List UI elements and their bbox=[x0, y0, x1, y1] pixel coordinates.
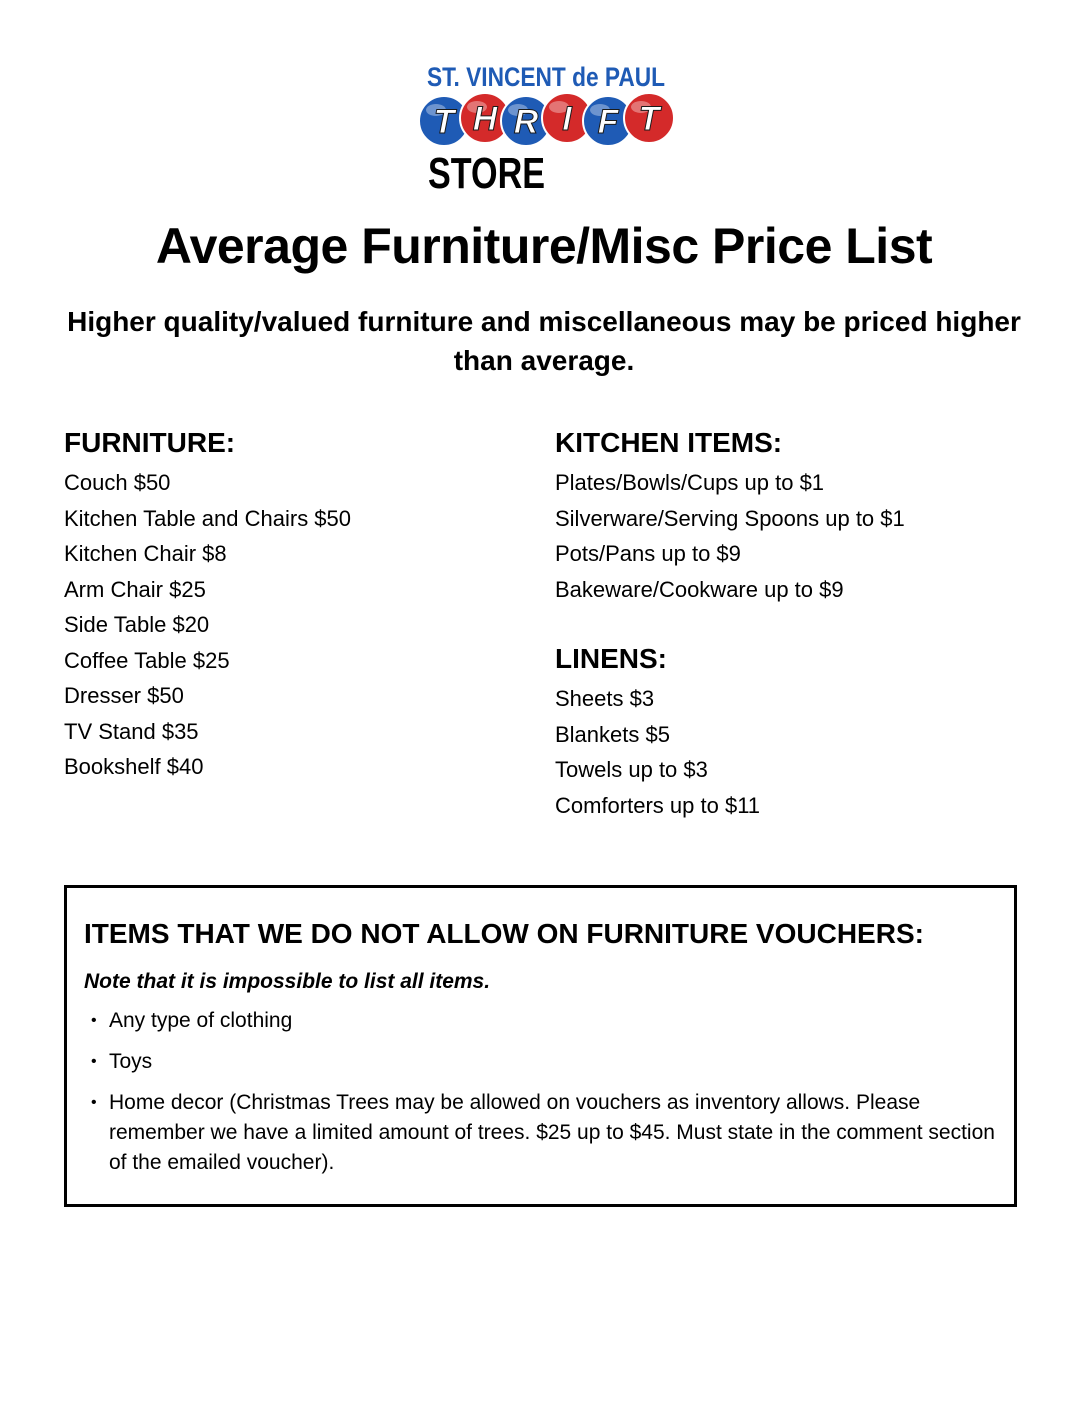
list-item bbox=[84, 1006, 996, 1036]
list-item-text: Home decor (Christmas Trees may be allowed on vouchers as inventory allows. Please remember we have a limited amount of trees. $25 up to $45. Must state in the comment section of the emailed voucher). bbox=[109, 1091, 995, 1174]
page-title: Average Furniture/Misc Price List bbox=[155, 218, 933, 274]
linens-heading: LINENS: bbox=[555, 643, 667, 674]
kitchen-item: Plates/Bowls/Cups up to $1 bbox=[555, 470, 825, 495]
kitchen-item: Pots/Pans up to $9 bbox=[555, 541, 741, 566]
furniture-heading: FURNITURE: bbox=[64, 427, 236, 458]
section-spacer bbox=[555, 607, 1025, 641]
list-item-text: Toys bbox=[109, 1050, 153, 1073]
logo-letter: H bbox=[472, 100, 498, 138]
not-allowed-box bbox=[64, 885, 1017, 1207]
bullet-icon: • bbox=[91, 1053, 97, 1070]
linens-item: Blankets $5 bbox=[555, 721, 670, 747]
linens-section bbox=[555, 641, 1025, 823]
list-item bbox=[84, 1088, 996, 1178]
list-item bbox=[84, 1047, 996, 1077]
furniture-item: Bookshelf $40 bbox=[64, 754, 204, 779]
linens-item: Towels up to $3 bbox=[555, 757, 708, 782]
furniture-section bbox=[64, 425, 534, 785]
thrift-store-logo-graphic bbox=[414, 58, 674, 198]
furniture-item: Kitchen Chair $8 bbox=[64, 541, 227, 566]
furniture-item: Coffee Table $25 bbox=[64, 647, 230, 673]
furniture-item: Side Table $20 bbox=[64, 612, 210, 637]
not-allowed-note: Note that it is impossible to list all items. bbox=[84, 970, 491, 993]
bullet-icon: • bbox=[91, 1094, 97, 1111]
furniture-item: TV Stand $35 bbox=[64, 718, 199, 744]
logo-top-text: ST. VINCENT de PAUL bbox=[427, 62, 665, 92]
logo-letter: R bbox=[513, 103, 539, 141]
right-column bbox=[555, 425, 1025, 823]
furniture-item: Kitchen Table and Chairs $50 bbox=[64, 505, 352, 531]
store-logo bbox=[414, 58, 674, 198]
furniture-item: Couch $50 bbox=[64, 470, 171, 495]
not-allowed-heading: ITEMS THAT WE DO NOT ALLOW ON FURNITURE VOUCHERS: bbox=[84, 918, 924, 949]
logo-letter: T bbox=[433, 103, 455, 141]
furniture-item: Arm Chair $25 bbox=[64, 576, 206, 602]
kitchen-heading: KITCHEN ITEMS: bbox=[555, 427, 783, 458]
kitchen-item: Silverware/Serving Spoons up to $1 bbox=[555, 505, 905, 531]
kitchen-section bbox=[555, 425, 1025, 607]
linens-item: Comforters up to $11 bbox=[555, 792, 761, 818]
page-subtitle: Higher quality/valued furniture and miscellaneous may be priced higher than average. bbox=[67, 306, 1021, 376]
kitchen-item: Bakeware/Cookware up to $9 bbox=[555, 576, 844, 602]
list-item-text: Any type of clothing bbox=[109, 1009, 293, 1032]
not-allowed-list bbox=[84, 1006, 996, 1178]
linens-item: Sheets $3 bbox=[555, 686, 655, 711]
logo-letter: F bbox=[597, 103, 619, 141]
furniture-item: Dresser $50 bbox=[64, 683, 184, 708]
bullet-icon: • bbox=[91, 1012, 97, 1029]
logo-bottom-text: STORE bbox=[428, 149, 545, 198]
logo-letter: I bbox=[562, 100, 572, 138]
logo-letter: T bbox=[638, 100, 660, 138]
